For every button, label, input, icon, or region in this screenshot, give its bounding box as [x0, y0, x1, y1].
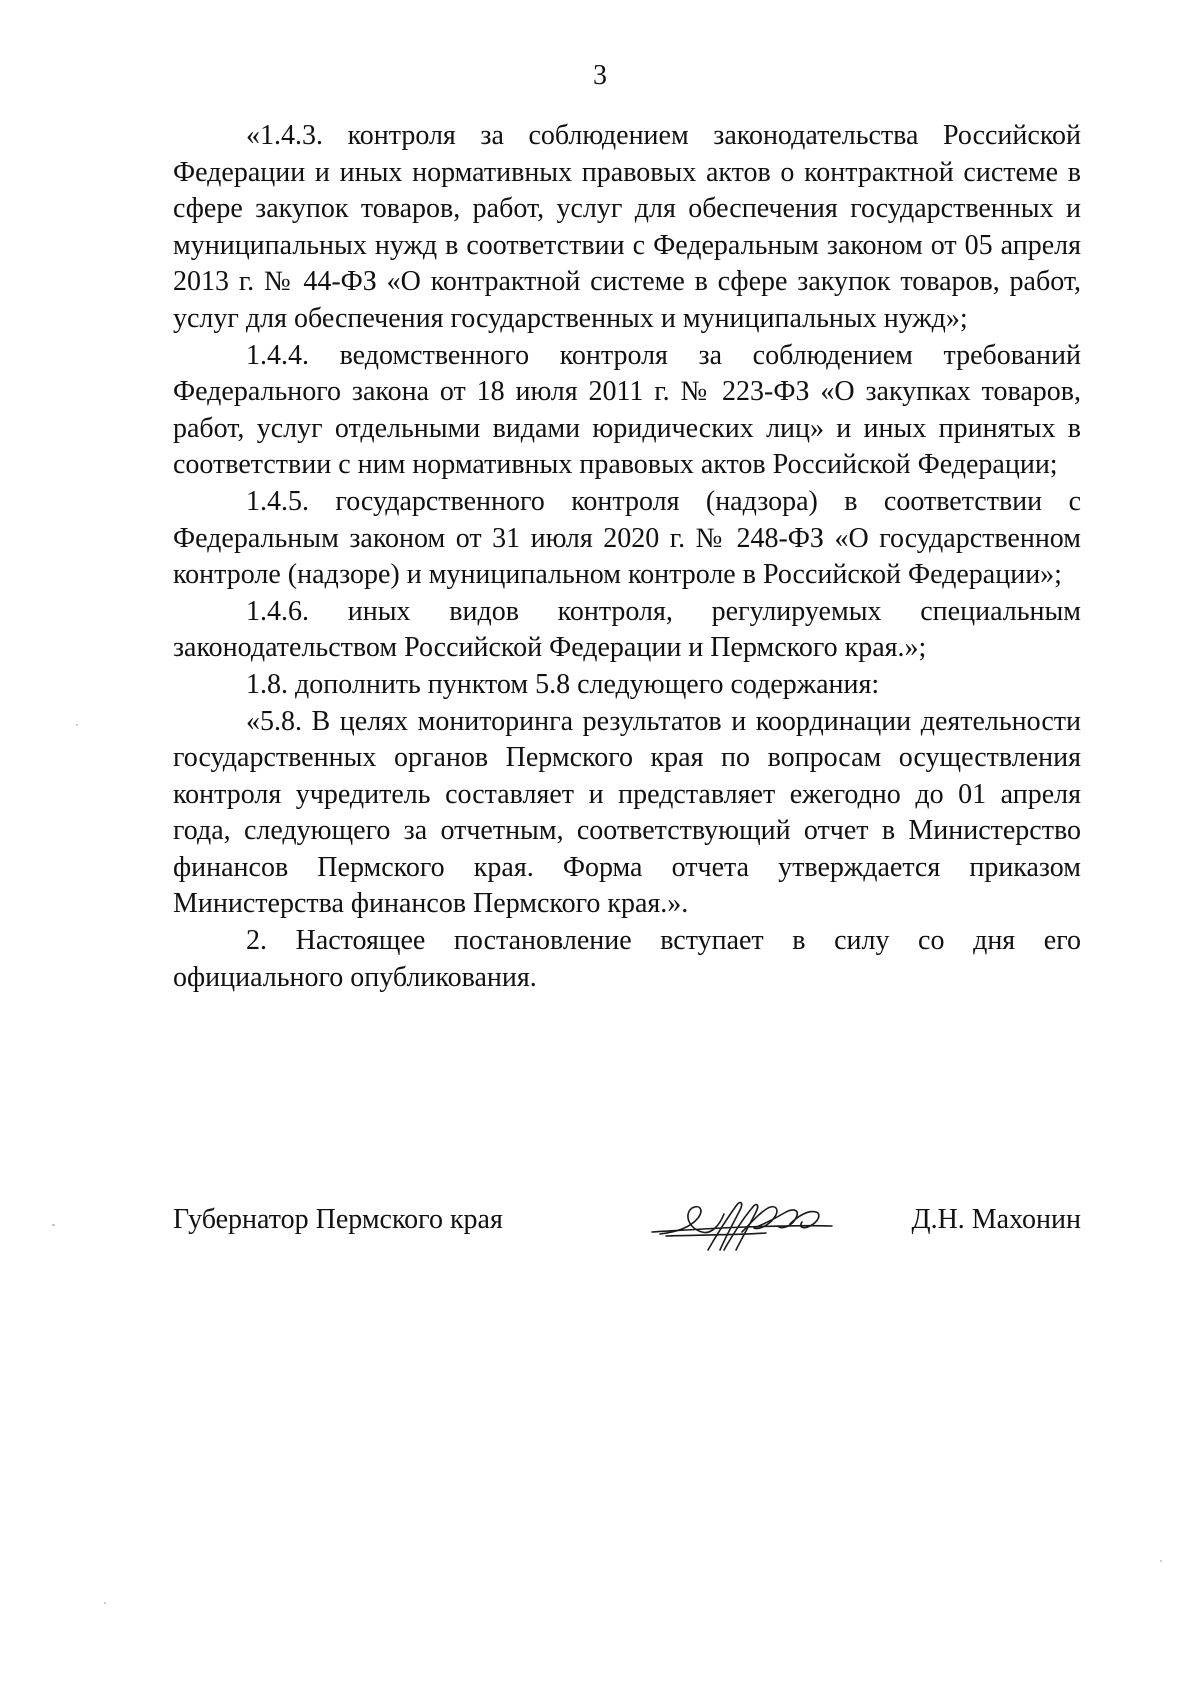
- scan-speck: [52, 1224, 55, 1226]
- paragraph-1-4-5: 1.4.5. государственного контроля (надзора) в соответствии с Федеральным законом от 31 июля 2020 г. № 248-ФЗ «О государственном контроле (надзоре) и муниципальном контроле в Российской Федерации»;: [173, 485, 1081, 591]
- paragraph-1-4-6: 1.4.6. иных видов контроля, регулируемых специальным законодательством Российской Федерации и Пермского края.»;: [173, 595, 1081, 664]
- paragraph-2: 2. Настоящее постановление вступает в силу со дня его официального опубликования.: [173, 925, 1081, 993]
- scan-speck: [76, 724, 78, 726]
- scan-speck: [104, 1602, 106, 1604]
- document-body: [173, 118, 1081, 996]
- paragraph-1-4-4: 1.4.4. ведомственного контроля за соблюдением требований Федерального закона от 18 июля 2011 г. № 223-ФЗ «О закупках товаров, работ, услуг отдельными видами юридических лиц» и иных принятых в соответствии с ним нормативных правовых актов Российской Федерации;: [173, 339, 1081, 481]
- signatory-title: Губернатор Пермского края: [173, 1204, 503, 1235]
- paragraph-5-8: «5.8. В целях мониторинга результатов и координации деятельности государственных органов Пермского края по вопросам осуществления контроля учредитель составляет и представляет ежегодно до 01 апреля года, следующего за отчетным, соответствующий отчет в Министерство финансов Пермского края. Форма отчета утверждается приказом Министерства финансов Пермского края.».: [173, 705, 1081, 920]
- handwritten-signature-icon: [646, 1188, 836, 1260]
- page-number: 3: [593, 60, 607, 91]
- scan-speck: [1160, 1560, 1162, 1562]
- signature-block: [173, 1196, 1081, 1266]
- signatory-name: Д.Н. Махонин: [911, 1204, 1081, 1235]
- paragraph-1-4-3: «1.4.3. контроля за соблюдением законодательства Российской Федерации и иных нормативных правовых актов о контрактной системе в сфере закупок товаров, работ, услуг для обеспечения государственных и муниципальных нужд в соответствии с Федеральным законом от 05 апреля 2013 г. № 44-ФЗ «О контрактной системе в сфере закупок товаров, работ, услуг для обеспечения государственных и муниципальных нужд»;: [173, 120, 1081, 334]
- paragraph-1-8: 1.8. дополнить пунктом 5.8 следующего содержания:: [246, 668, 880, 700]
